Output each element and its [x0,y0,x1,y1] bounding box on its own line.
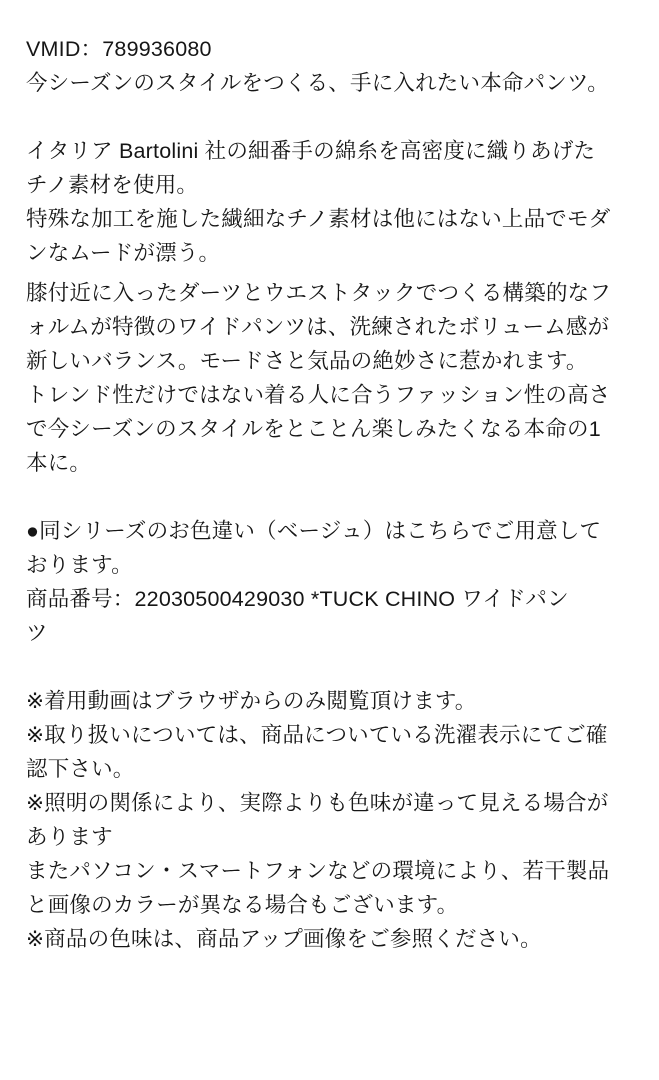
paragraph-colorway [26,514,633,650]
text-line: 本に。 [26,451,92,475]
product-number-line: 商品番号：22030500429030 *TUCK CHINO ワイドパン [26,587,569,611]
text-line: ンなムードが漂う。 [26,241,221,265]
paragraph-material [26,134,633,270]
text-line: 認下さい。 [26,757,135,781]
paragraph-spacer [26,650,633,684]
text-line: 特殊な加工を施した繊細なチノ素材は他にはない上品でモダ [26,207,611,231]
text-line: あります [26,825,113,849]
text-line: VMID：789936080 [26,37,212,61]
text-line: ツ [26,621,48,645]
text-line: 新しいバランス。モードさと気品の絶妙さに惹かれます。 [26,349,588,373]
paragraph-notes [26,684,633,956]
text-line: トレンド性だけではない着る人に合うファッション性の高さ [26,383,611,407]
text-line: 膝付近に入ったダーツとウエストタックでつくる構築的なフ [26,281,612,305]
text-line: と画像のカラーが異なる場合もございます。 [26,893,459,917]
text-line: で今シーズンのスタイルをとことん楽しみたくなる本命の1 [26,417,601,441]
text-line: ●同シリーズのお色違い（ベージュ）はこちらでご用意して [26,519,602,543]
text-line: おります。 [26,553,133,577]
text-line: ※商品の色味は、商品アップ画像をご参照ください。 [26,927,542,951]
paragraph-vmid [26,32,633,100]
text-line: チノ素材を使用。 [26,173,199,197]
text-line: ※着用動画はブラウザからのみ閲覧頂けます。 [26,689,477,713]
text-line: 今シーズンのスタイルをつくる、手に入れたい本命パンツ。 [26,71,609,95]
paragraph-spacer [26,480,633,514]
text-line: ォルムが特徴のワイドパンツは、洗練されたボリューム感が [26,315,610,339]
text-line: またパソコン・スマートフォンなどの環境により、若干製品 [26,859,610,883]
paragraph-spacer [26,100,633,134]
text-line: イタリア Bartolini 社の細番手の綿糸を高密度に織りあげた [26,139,596,163]
text-line: ※取り扱いについては、商品についている洗濯表示にてご確 [26,723,608,747]
text-line: ※照明の関係により、実際よりも色味が違って見える場合が [26,791,609,815]
paragraph-silhouette [26,276,633,480]
